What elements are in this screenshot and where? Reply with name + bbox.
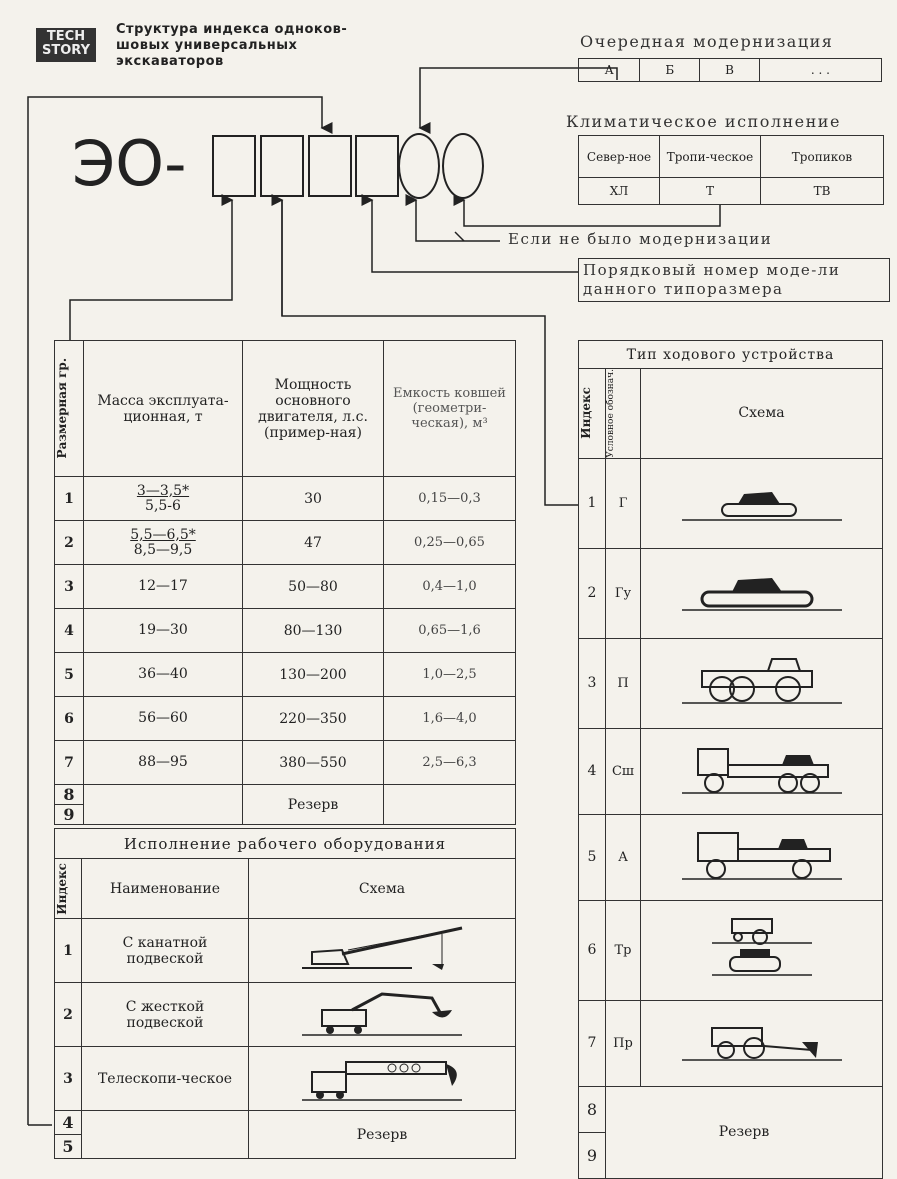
chassis-row — [579, 900, 883, 1000]
chassis-row — [579, 728, 883, 814]
size-group-row — [55, 697, 516, 741]
chassis-symbol: Пр — [606, 1000, 641, 1086]
chassis-scheme-header: Схема — [641, 369, 883, 459]
bucket-value: 2,5—6,3 — [384, 741, 516, 785]
climate-value: ТВ — [761, 178, 884, 205]
chassis-scheme-icon — [641, 638, 883, 728]
equipment-table — [54, 828, 516, 1159]
modernization-value: В — [700, 59, 760, 82]
bucket-value: 1,0—2,5 — [384, 653, 516, 697]
power-value: 220—350 — [243, 697, 384, 741]
chassis-symbol: Тр — [606, 900, 641, 1000]
mass-value: 36—40 — [138, 666, 188, 682]
mass-value-alt: 5,5-6 — [145, 497, 181, 514]
mass-value: 88—95 — [138, 754, 188, 770]
bucket-value: 0,65—1,6 — [384, 609, 516, 653]
equipment-index: 2 — [55, 983, 82, 1047]
reserve-index: 5 — [55, 1135, 82, 1159]
equipment-title: Исполнение рабочего оборудования — [55, 829, 516, 859]
serial-number-label: Порядковый номер моде-ли данного типоразмера — [578, 258, 890, 302]
equipment-scheme-icon — [249, 1047, 516, 1111]
size-group-index: 6 — [55, 697, 84, 741]
equipment-row — [55, 919, 516, 983]
size-group-row — [55, 609, 516, 653]
equipment-name-header: Наименование — [82, 859, 249, 919]
size-group-row — [55, 477, 516, 521]
chassis-symbol: Г — [606, 458, 641, 548]
power-header: Мощность основного двигателя, л.с. (пример-ная) — [243, 341, 384, 477]
bucket-value: 1,6—4,0 — [384, 697, 516, 741]
climate-header: Север-ное — [579, 136, 660, 178]
mass-value: 5,5—6,5* — [130, 526, 196, 543]
equipment-index-header: Индекс — [55, 862, 69, 915]
equipment-name: С жесткой подвеской — [82, 983, 249, 1047]
chassis-index: 4 — [579, 728, 606, 814]
chassis-title: Тип ходового устройства — [579, 341, 883, 369]
reserve-index: 9 — [579, 1132, 606, 1178]
size-group-index: 1 — [55, 477, 84, 521]
chassis-index: 7 — [579, 1000, 606, 1086]
chassis-row — [579, 1000, 883, 1086]
chassis-scheme-icon — [641, 900, 883, 1000]
modernization-table — [578, 58, 882, 82]
chassis-scheme-icon — [641, 814, 883, 900]
climate-header: Тропи-ческое — [660, 136, 761, 178]
size-group-index: 5 — [55, 653, 84, 697]
modernization-title: Очередная модернизация — [580, 32, 834, 51]
equipment-index: 3 — [55, 1047, 82, 1111]
climate-note: Если не было модернизации — [508, 230, 773, 248]
size-group-table — [54, 340, 516, 825]
chassis-index: 5 — [579, 814, 606, 900]
equipment-scheme-header: Схема — [249, 859, 516, 919]
chassis-index: 3 — [579, 638, 606, 728]
equipment-scheme-icon — [249, 919, 516, 983]
chassis-symbol-header: Условное обознач. — [606, 369, 616, 458]
climate-value: ХЛ — [579, 178, 660, 205]
climate-title: Климатическое исполнение — [566, 112, 841, 131]
mass-value: 12—17 — [138, 578, 188, 594]
equipment-row — [55, 983, 516, 1047]
reserve-index: 8 — [55, 785, 84, 805]
equipment-row — [55, 1047, 516, 1111]
power-value: 47 — [243, 521, 384, 565]
chassis-table — [578, 340, 883, 1179]
size-group-row — [55, 653, 516, 697]
reserve-index: 9 — [55, 805, 84, 825]
bucket-value: 0,25—0,65 — [384, 521, 516, 565]
size-group-header: Размерная гр. — [55, 358, 69, 459]
reserve-index: 4 — [55, 1111, 82, 1135]
modernization-value: А — [579, 59, 640, 82]
chassis-symbol: П — [606, 638, 641, 728]
size-group-index: 3 — [55, 565, 84, 609]
equipment-index: 1 — [55, 919, 82, 983]
chassis-index: 2 — [579, 548, 606, 638]
size-group-index: 2 — [55, 521, 84, 565]
mass-value: 3—3,5* — [136, 482, 190, 499]
chassis-scheme-icon — [641, 458, 883, 548]
index-box-equipment — [308, 135, 352, 197]
power-value: 380—550 — [243, 741, 384, 785]
bucket-value: 0,4—1,0 — [384, 565, 516, 609]
size-group-row — [55, 565, 516, 609]
chassis-index: 1 — [579, 458, 606, 548]
reserve-label: Резерв — [606, 1086, 883, 1178]
index-box-chassis — [260, 135, 304, 197]
bucket-header: Емкость ковшей (геометри-ческая), м³ — [384, 341, 516, 477]
equipment-name: Телескопи-ческое — [82, 1047, 249, 1111]
size-group-row — [55, 741, 516, 785]
power-value: 130—200 — [243, 653, 384, 697]
mass-value-alt: 8,5—9,5 — [133, 541, 193, 558]
chassis-row — [579, 814, 883, 900]
size-group-index: 4 — [55, 609, 84, 653]
index-box-size-group — [212, 135, 256, 197]
equipment-scheme-icon — [249, 983, 516, 1047]
index-box-serial — [355, 135, 399, 197]
power-value: 80—130 — [243, 609, 384, 653]
equipment-name: С канатной подвеской — [82, 919, 249, 983]
chassis-row — [579, 638, 883, 728]
climate-value: Т — [660, 178, 761, 205]
power-value: 50—80 — [243, 565, 384, 609]
chassis-scheme-icon — [641, 548, 883, 638]
mass-value: 19—30 — [138, 622, 188, 638]
chassis-row — [579, 458, 883, 548]
reserve-label: Резерв — [249, 1111, 516, 1159]
index-prefix: ЭО- — [72, 127, 187, 200]
size-group-index: 7 — [55, 741, 84, 785]
climate-header: Тропиков — [761, 136, 884, 178]
power-value: 30 — [243, 477, 384, 521]
mass-value: 56—60 — [138, 710, 188, 726]
index-oval-climate — [442, 133, 484, 199]
index-oval-modernization — [398, 133, 440, 199]
chassis-symbol: Сш — [606, 728, 641, 814]
chassis-index-header: Индекс — [579, 387, 593, 440]
chassis-symbol: А — [606, 814, 641, 900]
page-title: Структура индекса одноков-шовых универсальных экскаваторов — [116, 22, 348, 69]
modernization-value: . . . — [759, 59, 881, 82]
logo: TECH STORY — [36, 28, 96, 62]
reserve-index: 8 — [579, 1086, 606, 1132]
reserve-label: Резерв — [243, 785, 384, 825]
chassis-row — [579, 548, 883, 638]
mass-header: Масса эксплуата-ционная, т — [84, 341, 243, 477]
chassis-symbol: Гу — [606, 548, 641, 638]
size-group-row — [55, 521, 516, 565]
climate-table — [578, 135, 884, 205]
modernization-value: Б — [640, 59, 700, 82]
chassis-scheme-icon — [641, 1000, 883, 1086]
chassis-scheme-icon — [641, 728, 883, 814]
bucket-value: 0,15—0,3 — [384, 477, 516, 521]
chassis-index: 6 — [579, 900, 606, 1000]
